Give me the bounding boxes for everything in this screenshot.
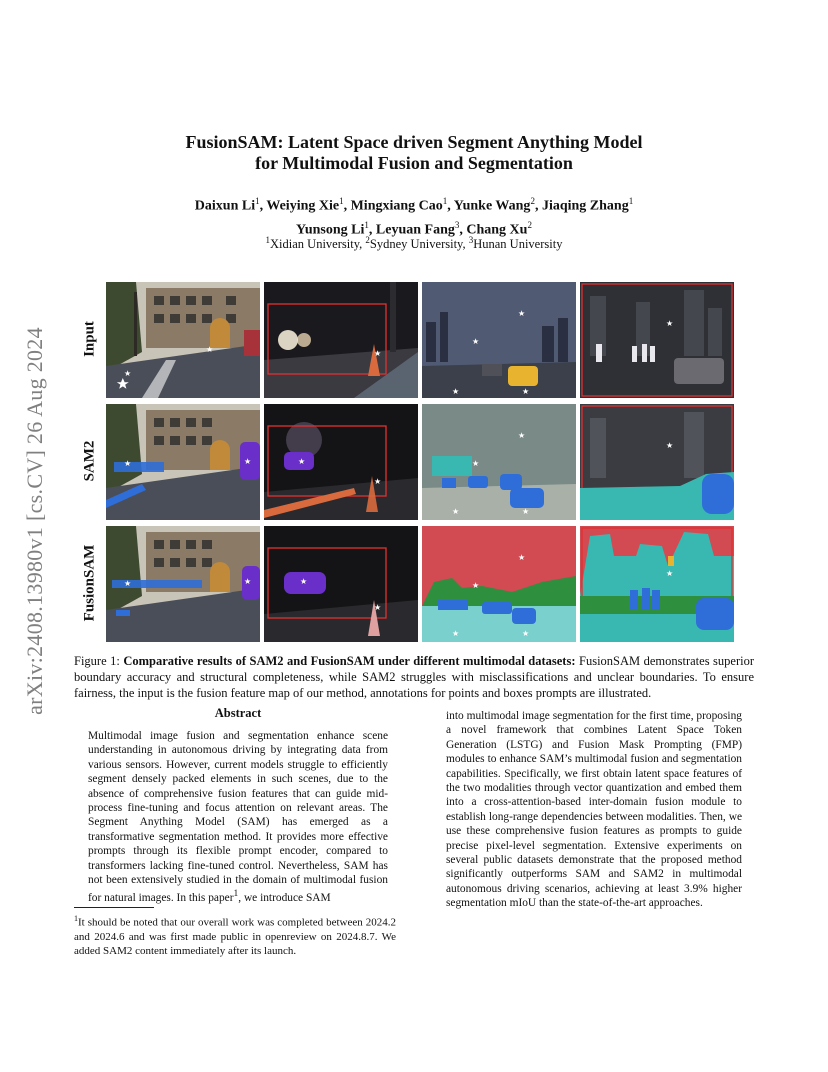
figure-caption (74, 653, 754, 701)
svg-text:★: ★ (518, 431, 526, 440)
caption-bold: Comparative results of SAM2 and FusionSAM under different multimodal datasets: (123, 654, 576, 668)
row-label-fusionsam: FusionSAM (81, 544, 98, 622)
affiliation-mark: 1 (442, 196, 448, 206)
row-label-sam2: SAM2 (81, 440, 98, 482)
input-night-road-image (264, 282, 418, 398)
title-line-2: for Multimodal Fusion and Segmentation (255, 153, 573, 173)
author-name: Jiaqing Zhang (541, 198, 629, 214)
affiliation-mark: 1 (628, 196, 634, 206)
abstract-right-text: into multimodal image segmentation for the first time, proposing a novel framework that combines Latent Space Token Generation (LSTG) and Fusion Mask Prompting (FMP) modules to enhance SAM’s multimodal fusion and segmentation capabilities. Specifically, we first obtain latent space features of the two modalities through vector quantization and embed them into a cross-attention-based inter-domain fusion module to establish long-range dependencies between modalities. Then, we use these comprehensive fusion features as prompts to guide precise pixel-level segmentation. Extensive experiments on several public datasets demonstrate that the proposed method significantly outperforms SAM and SAM2 in multimodal autonomous driving scenarios, achieving at least 3.9% higher segmentation mIoU than the state-of-the-art approaches. (446, 710, 742, 910)
abstract-left-end: , we introduce SAM (238, 892, 331, 905)
svg-text:★: ★ (206, 345, 214, 354)
author-name: Daixun Li (194, 198, 256, 214)
abstract-heading: Abstract (214, 706, 262, 720)
svg-text:★: ★ (518, 309, 526, 318)
svg-text:★: ★ (452, 629, 460, 638)
affiliation-mark: 1 (364, 219, 369, 230)
affiliation-mark: 2 (527, 219, 532, 230)
sam2-city-traffic-result (422, 404, 576, 520)
fusionsam-night-road-result (264, 526, 418, 642)
abstract-left-body: Multimodal image fusion and segmentation enhance scene understanding in autonomous driving by integrating data from various sensors. However, current models struggle to efficiently segment densely packed elements in such scenes, due to the absence of comprehensive fusion features that can guide mid-process fine-tuning and focus attention on relevant areas. The Segment Anything Model (SAM) has emerged as a transformative segmentation method. It provides more effective prompts through its flexible prompt encoder, compared to transformers lacking fine-tuned control. Nevertheless, SAM has not been extensively studied in the domain of multimodal fusion for natural images. In this paper (88, 730, 388, 905)
fusionsam-night-pedestrian-result (580, 526, 734, 642)
footnote-text: It should be noted that our overall work was completed between 2024.2 and 2024.6 and was first made public in openreview on 2024.8.7. We added SAM2 content immediately after its launch. (74, 916, 396, 957)
svg-text:★: ★ (522, 387, 530, 396)
svg-text:★: ★ (124, 579, 132, 588)
footnote-rule (74, 907, 154, 908)
affiliation-mark: 3 (454, 219, 460, 230)
abstract-column-left (88, 729, 388, 906)
svg-text:★: ★ (666, 319, 674, 328)
author-line-2: Yunsong Li$^1$, Leyuan Fang$^3$, Chang Xu$^2$ (296, 219, 532, 238)
affiliation-name: Hunan University (473, 237, 563, 252)
abstract-column-right (446, 709, 742, 911)
footnote-number: 1 (74, 914, 78, 923)
svg-text:★: ★ (124, 369, 132, 378)
svg-text:★: ★ (522, 629, 530, 638)
svg-text:★: ★ (124, 459, 132, 468)
svg-text:★: ★ (374, 603, 382, 612)
svg-text:★: ★ (472, 581, 480, 590)
affiliation-mark: 1 (339, 196, 344, 206)
svg-text:★: ★ (374, 477, 382, 486)
input-city-traffic-image (422, 282, 576, 398)
svg-text:★: ★ (452, 387, 460, 396)
arxiv-identifier-text: arXiv:2408.13980v1 [cs.CV] 26 Aug 2024 (22, 326, 47, 715)
svg-text:★: ★ (522, 507, 530, 516)
row-label-input: Input (81, 321, 98, 357)
affiliation-mark: 1 (265, 235, 271, 245)
affiliation-name: Sydney University, (369, 237, 469, 252)
svg-text:★: ★ (300, 577, 308, 586)
author-name: Mingxiang Cao (350, 198, 443, 214)
author-list (0, 192, 828, 239)
author-name: Weiying Xie (266, 198, 340, 214)
author-name: Leyuan Fang (375, 222, 455, 238)
svg-text:★: ★ (244, 577, 252, 586)
fusionsam-city-traffic-result (422, 526, 576, 642)
sam2-day-street-result (106, 404, 260, 520)
input-day-street-image (106, 282, 260, 398)
sam2-night-road-result (264, 404, 418, 520)
svg-text:★: ★ (374, 349, 382, 358)
svg-text:★: ★ (472, 459, 480, 468)
figure-1 (76, 280, 741, 640)
fusionsam-day-street-result (106, 526, 260, 642)
caption-prefix: Figure 1: (74, 654, 124, 668)
svg-text:★: ★ (452, 507, 460, 516)
affiliation-mark: 1 (255, 196, 260, 206)
caption-body: FusionSAM demonstrates superior boundary accuracy and structural completeness, while SAM2 struggles with misclassifications and unclear boundaries. To ensure fairness, the input is the fusion feature map of our method, annotations for points and boxes prompts are illustrated. (74, 654, 755, 700)
svg-text:★: ★ (244, 457, 252, 466)
input-night-pedestrian-image (580, 282, 734, 398)
author-line-1: Daixun Li$^1$, Weiying Xie$^1$, Mingxiang Cao$^1$, Yunke Wang$^2$, Jiaqing Zhang$^1$ (194, 196, 634, 214)
title-line-1: FusionSAM: Latent Space driven Segment Anything Model (185, 132, 643, 152)
arxiv-identifier (22, 283, 48, 758)
author-name: Chang Xu (466, 222, 528, 238)
footnote (74, 912, 396, 958)
affiliations (0, 235, 828, 252)
svg-text:★: ★ (472, 337, 480, 346)
affiliation-mark: 2 (530, 196, 535, 206)
footnote-mark: 1 (233, 889, 239, 900)
svg-text:★: ★ (666, 441, 674, 450)
svg-text:★: ★ (518, 553, 526, 562)
svg-text:★: ★ (298, 457, 306, 466)
affiliation-mark: 3 (468, 235, 474, 245)
svg-text:★: ★ (666, 569, 674, 578)
abstract-left-text (88, 729, 388, 906)
affiliation-name: Xidian University, (270, 237, 366, 252)
sam2-night-pedestrian-result (580, 404, 734, 520)
author-name: Yunsong Li (296, 222, 365, 238)
paper-title (0, 132, 828, 174)
author-name: Yunke Wang (453, 198, 531, 214)
affiliation-mark: 2 (365, 235, 370, 245)
